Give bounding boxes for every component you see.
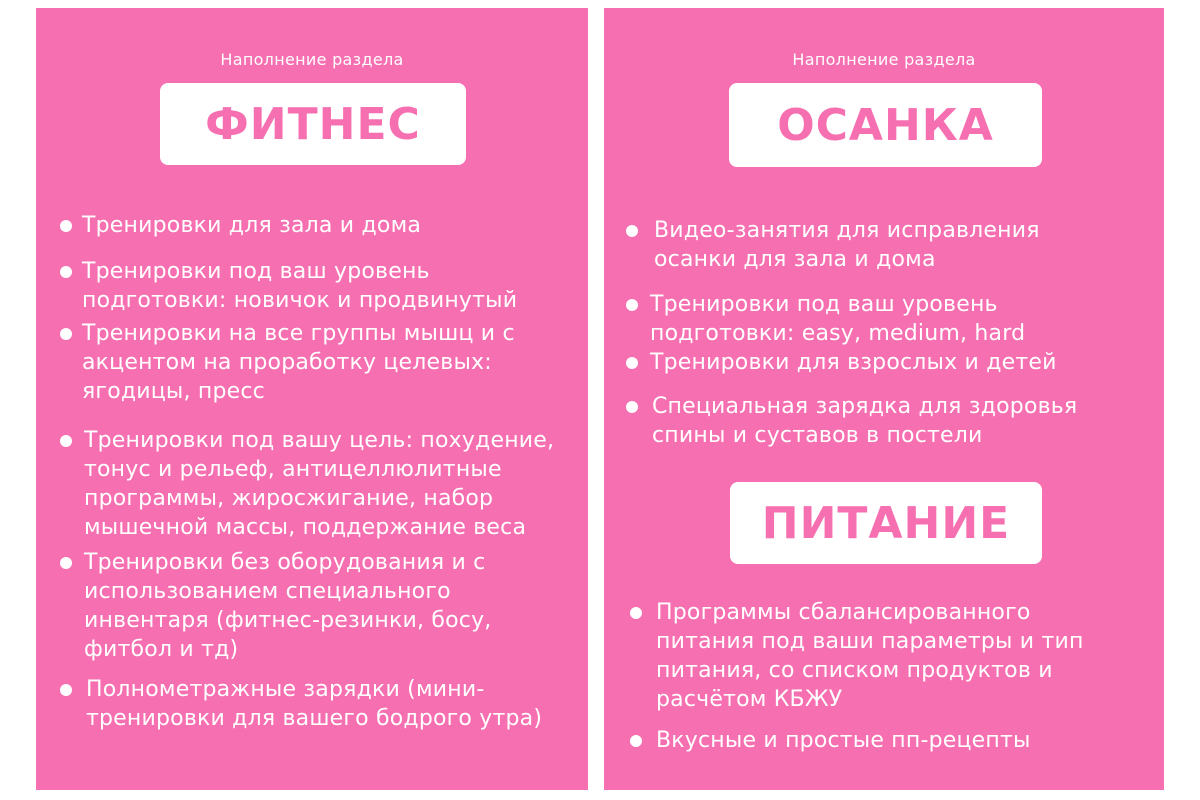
list-item-text: Тренировки для зала и дома <box>82 213 422 238</box>
list-item-text: Программы сбалансированного питания под ваши параметры и тип питания, со списком продуктов и расчётом КБЖУ <box>656 600 1084 712</box>
list-item <box>626 290 1146 348</box>
fitness-panel <box>36 8 588 790</box>
bullet-dot-icon <box>60 435 72 447</box>
list-item-text: Тренировки под ваш уровень подготовки: новичок и продвинутый <box>82 259 518 313</box>
list-item-text: Тренировки под вашу цель: похудение, тонус и рельеф, антицеллюлитные программы, жиросжигание, набор мышечной массы, поддержание веса <box>84 428 555 540</box>
list-item-text: Полнометражные зарядки (мини-тренировки для вашего бодрого утра) <box>86 677 543 731</box>
list-item <box>60 548 580 664</box>
fitness-title-box <box>160 83 466 165</box>
list-item-text: Видео-занятия для исправления осанки для зала и дома <box>654 218 1040 272</box>
list-item <box>60 426 580 542</box>
bullet-dot-icon <box>626 357 638 369</box>
list-item <box>630 598 1150 714</box>
fitness-section-caption: Наполнение раздела <box>220 50 404 69</box>
list-item-text: Тренировки на все группы мышц и с акцентом на проработку целевых: ягодицы, пресс <box>82 321 515 404</box>
bullet-dot-icon <box>626 299 638 311</box>
bullet-dot-icon <box>60 220 72 232</box>
list-item-text: Тренировки под ваш уровень подготовки: easy, medium, hard <box>650 292 1026 346</box>
list-item <box>60 257 580 315</box>
posture-nutrition-panel <box>604 8 1164 790</box>
list-item <box>630 726 1150 755</box>
list-item <box>60 211 580 240</box>
nutrition-title: ПИТАНИЕ <box>761 497 1011 549</box>
list-item-text: Специальная зарядка для здоровья спины и суставов в постели <box>652 394 1078 448</box>
posture-title-box <box>729 83 1042 167</box>
list-item-text: Тренировки без оборудования и с использованием специального инвентаря (фитнес-резинки, босу, фитбол и тд) <box>84 550 492 662</box>
list-item-text: Вкусные и простые пп-рецепты <box>656 728 1031 753</box>
bullet-dot-icon <box>60 266 72 278</box>
bullet-dot-icon <box>626 401 638 413</box>
bullet-dot-icon <box>630 735 642 747</box>
bullet-dot-icon <box>630 607 642 619</box>
list-item <box>60 675 580 733</box>
list-item <box>626 348 1146 377</box>
posture-title: ОСАНКА <box>777 99 994 151</box>
fitness-title: ФИТНЕС <box>205 98 421 150</box>
bullet-dot-icon <box>60 684 72 696</box>
list-item <box>60 319 580 406</box>
posture-section-caption: Наполнение раздела <box>792 50 976 69</box>
nutrition-title-box <box>730 482 1042 564</box>
list-item <box>626 392 1146 450</box>
list-item-text: Тренировки для взрослых и детей <box>650 350 1057 375</box>
bullet-dot-icon <box>60 328 72 340</box>
bullet-dot-icon <box>60 557 72 569</box>
list-item <box>626 216 1146 274</box>
bullet-dot-icon <box>626 225 638 237</box>
